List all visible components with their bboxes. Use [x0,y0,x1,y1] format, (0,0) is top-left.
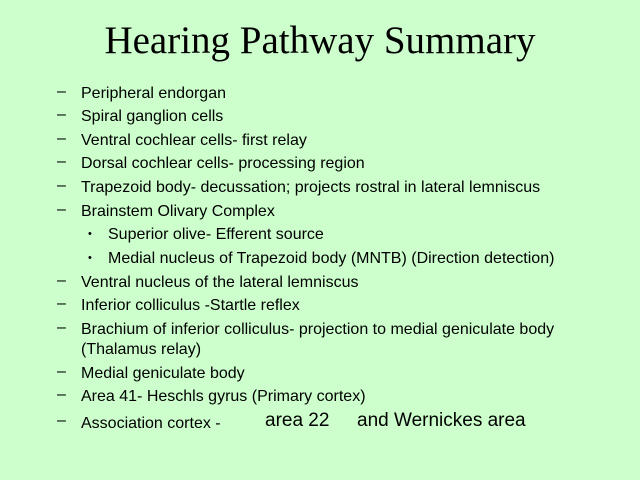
dash-bullet-icon: – [57,177,66,194]
dash-bullet-icon: – [57,153,66,170]
dash-bullet-icon: – [57,201,66,218]
dash-bullet-icon: – [57,412,66,429]
list-item-text: Area 41- Heschls gyrus (Primary cortex) [81,388,366,405]
sub-list-item-text: Medial nucleus of Trapezoid body (MNTB) (Direction detection) [108,250,555,267]
list-item-text: Medial geniculate body [81,365,245,382]
dash-bullet-icon: – [57,83,66,100]
list-item-text: Ventral cochlear cells- first relay [81,132,307,149]
list-item-text: Brainstem Olivary Complex [81,203,275,220]
sub-list-item-text: Superior olive- Efferent source [108,226,324,243]
bullet-icon: • [88,252,92,264]
wernicke-area-label: and Wernickes area [357,410,526,431]
dash-bullet-icon: – [57,272,66,289]
list-item-text: Brachium of inferior colliculus- projection to medial geniculate body [81,321,555,338]
dash-bullet-icon: – [57,106,66,123]
list-item-text: Inferior colliculus -Startle reflex [81,297,300,314]
dash-bullet-icon: – [57,386,66,403]
list-item-text: Association cortex - [81,415,221,432]
list-item-text: Dorsal cochlear cells- processing region [81,155,365,172]
list-item-text: Trapezoid body- decussation; projects rostral in lateral lemniscus [81,179,541,196]
slide-title: Hearing Pathway Summary [104,19,536,62]
dash-bullet-icon: – [57,295,66,312]
bullet-icon: • [88,228,92,240]
list-item-text: (Thalamus relay) [81,341,202,358]
list-item-text: Spiral ganglion cells [81,108,224,125]
list-item [0,411,640,435]
dash-bullet-icon: – [57,319,66,336]
list-item-text: Ventral nucleus of the lateral lemniscus [81,274,359,291]
list-item-text: Peripheral endorgan [81,85,226,102]
area-22-label: area 22 [265,410,330,431]
dash-bullet-icon: – [57,363,66,380]
dash-bullet-icon: – [57,130,66,147]
